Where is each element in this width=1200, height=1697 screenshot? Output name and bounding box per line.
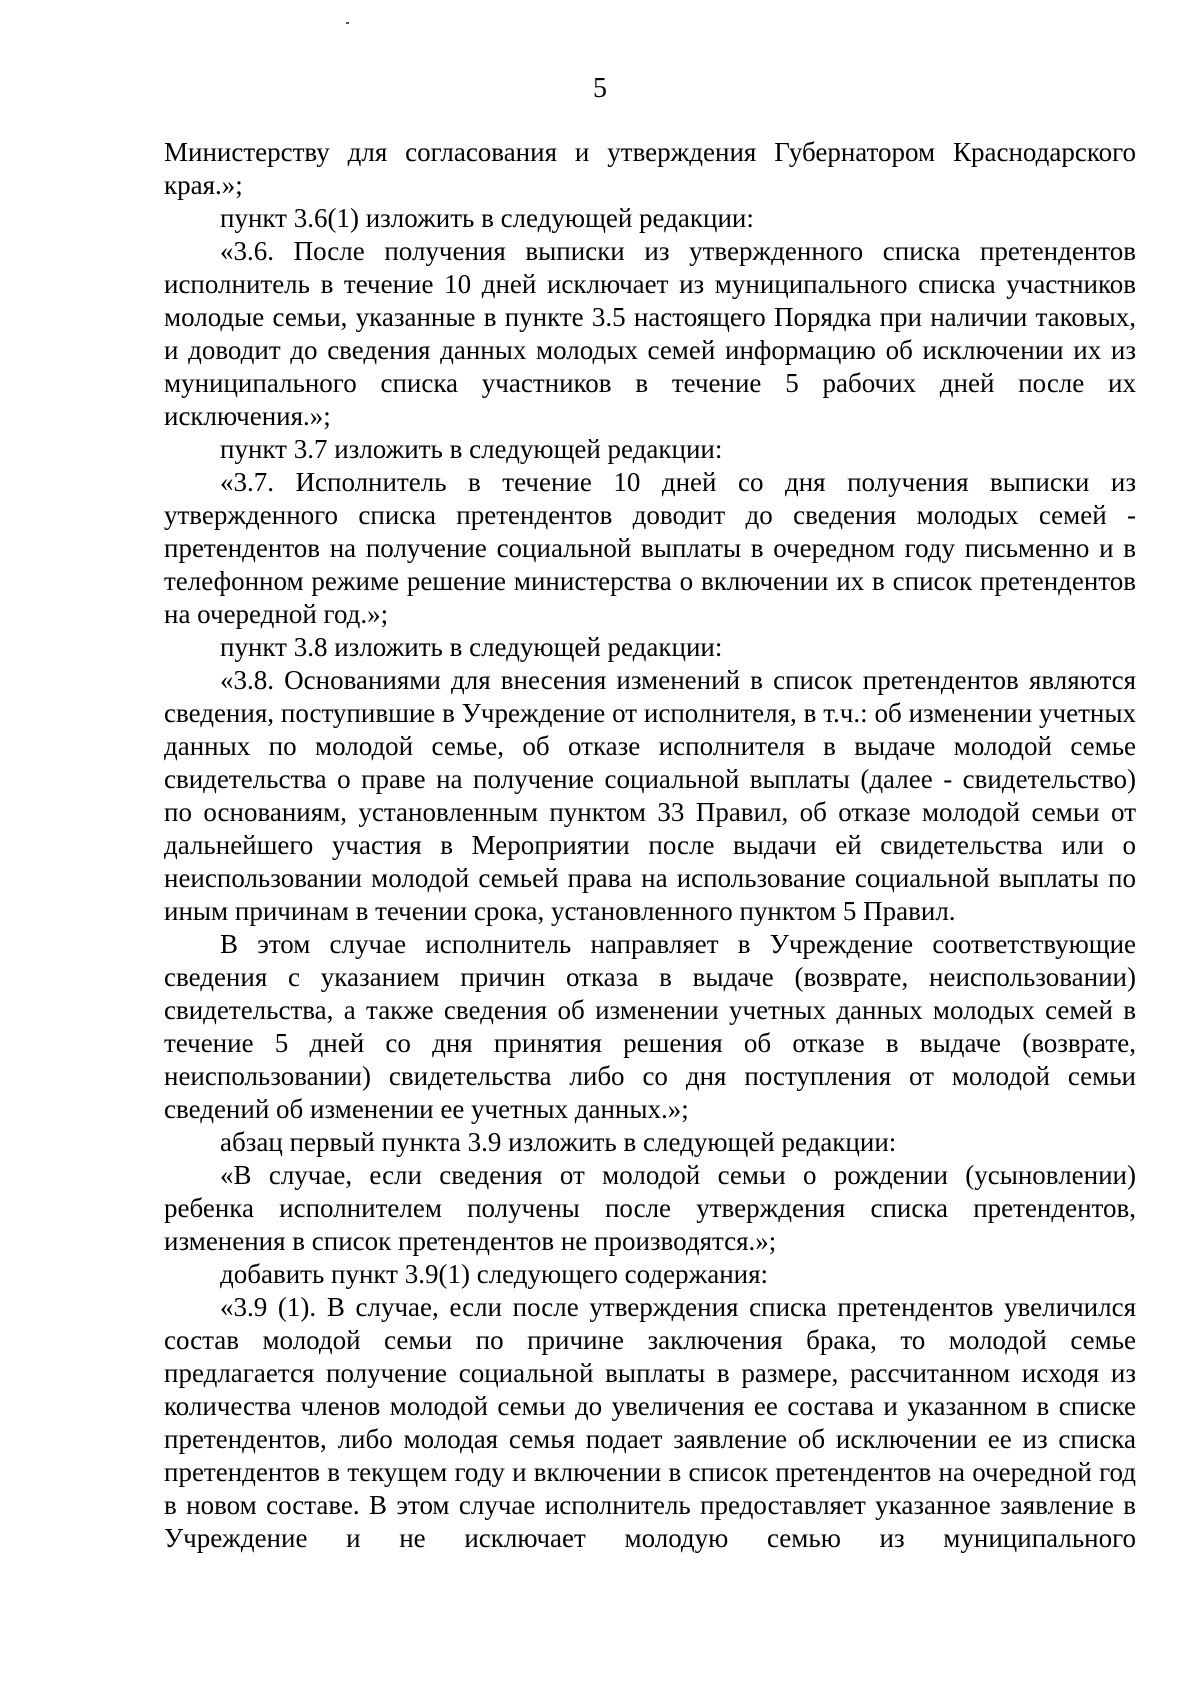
paragraph-2: пункт 3.6(1) изложить в следующей редакции:: [220, 203, 754, 233]
paragraph-3: «3.6. После получения выписки из утвержденного списка претендентов исполнитель в течение 10 дней исключает из муниципального списка участников молодые семьи, указанные в пункте 3.5 настоящего Порядка при наличии таковых, и доводит до сведения данных молодых семей информацию об исключении их из муниципального списка участников в течение 5 рабочих дней после их исключения.»;: [164, 236, 1136, 431]
paragraph-4: пункт 3.7 изложить в следующей редакции:: [220, 434, 723, 464]
page-number: 5: [593, 73, 607, 104]
paragraph-1: Министерству для согласования и утверждения Губернатором Краснодарского края.»;: [164, 137, 1136, 200]
paragraph-12: «3.9 (1). В случае, если после утверждения списка претендентов увеличился состав молодой семьи по причине заключения брака, то молодой семье предлагается получение социальной выплаты в размере, рассчитанном исходя из количества членов молодой семьи до увеличения ее состава и указанном в списке претендентов, либо молодая семья подает заявление об исключении ее из списка претендентов в текущем году и включении в список претендентов на очередной год в новом составе. В этом случае исполнитель предоставляет указанное заявление в Учреждение и не исключает молодую семью из муниципального: [164, 1292, 1136, 1553]
paragraph-10: «В случае, если сведения от молодой семьи о рождении (усыновлении) ребенка исполнителем получены после утверждения списка претендентов, изменения в список претендентов не производятся.»;: [164, 1160, 1136, 1256]
document-body: [164, 136, 1136, 1555]
scan-speck: [346, 22, 349, 24]
paragraph-11: добавить пункт 3.9(1) следующего содержания:: [220, 1259, 769, 1289]
paragraph-7: «3.8. Основаниями для внесения изменений в список претендентов являются сведения, поступившие в Учреждение от исполнителя, в т.ч.: об изменении учетных данных по молодой семье, об отказе исполнителя в выдаче молодой семье свидетельства о праве на получение социальной выплаты (далее - свидетельство) по основаниям, установленным пунктом 33 Правил, об отказе молодой семьи от дальнейшего участия в Мероприятии после выдачи ей свидетельства или о неиспользовании молодой семьей права на использование социальной выплаты по иным причинам в течении срока, установленного пунктом 5 Правил.: [164, 665, 1136, 926]
paragraph-9: абзац первый пункта 3.9 изложить в следующей редакции:: [220, 1127, 897, 1157]
paragraph-6: пункт 3.8 изложить в следующей редакции:: [220, 632, 723, 662]
paragraph-8: В этом случае исполнитель направляет в Учреждение соответствующие сведения с указанием причин отказа в выдаче (возврате, неиспользовании) свидетельства, а также сведения об изменении учетных данных молодых семей в течение 5 дней со дня принятия решения об отказе в выдаче (возврате, неиспользовании) свидетельства либо со дня поступления от молодой семьи сведений об изменении ее учетных данных.»;: [164, 929, 1136, 1124]
paragraph-5: «3.7. Исполнитель в течение 10 дней со дня получения выписки из утвержденного списка претендентов доводит до сведения молодых семей - претендентов на получение социальной выплаты в очередном году письменно и в телефонном режиме решение министерства о включении их в список претендентов на очередной год.»;: [164, 467, 1136, 629]
